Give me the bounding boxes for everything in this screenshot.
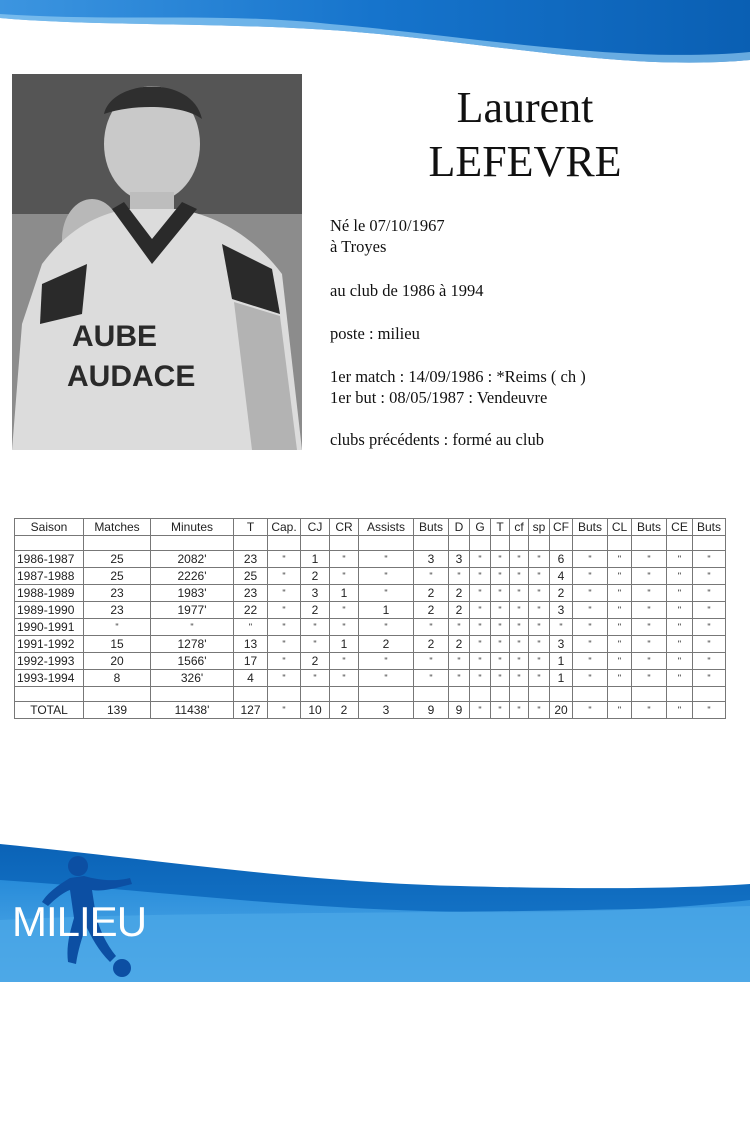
stat-cell: 2082' [151,551,234,568]
stat-cell: " [529,585,550,602]
stat-cell: 1 [330,585,359,602]
stat-cell: " [632,551,667,568]
header-cell: sp [529,519,550,536]
stat-cell: 8 [84,670,151,687]
stat-cell: " [693,702,726,719]
stat-cell: 139 [84,702,151,719]
stat-cell: " [359,585,414,602]
birth-place: à Troyes [330,237,387,256]
header-cell: CF [550,519,573,536]
stat-cell: " [529,636,550,653]
empty-cell [15,687,84,702]
stat-cell: " [529,702,550,719]
empty-cell [301,536,330,551]
stat-cell: 2 [414,636,449,653]
stat-cell: " [470,670,491,687]
stat-cell: " [301,670,330,687]
empty-cell [573,687,608,702]
stat-cell: 9 [449,702,470,719]
season-cell: 1989-1990 [15,602,84,619]
stat-cell: " [330,653,359,670]
stat-cell: " [608,670,632,687]
stat-cell: " [470,568,491,585]
stat-cell: " [573,602,608,619]
stat-cell: " [608,568,632,585]
career-stats-table [14,518,726,719]
empty-cell [470,536,491,551]
stat-cell: " [84,619,151,636]
stat-cell: 127 [234,702,268,719]
stat-cell: " [330,551,359,568]
stat-cell: 2 [449,585,470,602]
stat-cell: " [449,653,470,670]
stat-cell: 1278' [151,636,234,653]
stat-cell: 4 [550,568,573,585]
stat-cell: " [330,602,359,619]
stat-cell: " [632,619,667,636]
jersey-text-line1: AUBE [72,320,158,353]
stat-cell: 9 [414,702,449,719]
stat-cell: 6 [550,551,573,568]
stat-cell: 25 [84,568,151,585]
stat-cell: 2 [301,568,330,585]
empty-cell [414,687,449,702]
player-first-name: Laurent [456,83,594,132]
stat-cell: " [449,568,470,585]
empty-cell [84,687,151,702]
birth-date: Né le 07/10/1967 [330,216,445,235]
stat-cell: " [470,653,491,670]
stat-cell: 20 [550,702,573,719]
stat-cell: 1 [550,670,573,687]
stat-cell: 23 [234,585,268,602]
stat-cell: " [491,568,510,585]
stat-cell: " [268,602,301,619]
stat-cell: " [510,636,529,653]
stat-cell: " [268,636,301,653]
stat-cell: 4 [234,670,268,687]
jersey-text-line2: AUDACE [67,360,196,393]
stat-cell: " [693,568,726,585]
stat-cell: 17 [234,653,268,670]
stat-cell: " [667,568,693,585]
empty-cell [573,536,608,551]
stat-cell: " [632,602,667,619]
player-position: poste : milieu [330,324,420,343]
stat-cell: " [667,619,693,636]
stat-cell: " [608,636,632,653]
empty-cell [667,536,693,551]
empty-cell [529,536,550,551]
header-cell: Cap. [268,519,301,536]
stat-cell: " [330,670,359,687]
stat-cell: 3 [359,702,414,719]
header-cell: CE [667,519,693,536]
table-spacer-row [15,687,726,702]
stat-cell: " [667,602,693,619]
stat-cell: " [301,619,330,636]
player-last-name: LEFEVRE [428,137,622,186]
header-cell: CJ [301,519,330,536]
season-cell: 1987-1988 [15,568,84,585]
stat-cell: " [491,653,510,670]
stat-cell: 3 [301,585,330,602]
empty-cell [414,536,449,551]
header-cell: Assists [359,519,414,536]
stat-cell: " [268,568,301,585]
player-photo [12,74,302,450]
header-cell: Saison [15,519,84,536]
stat-cell: " [608,585,632,602]
stat-cell: " [573,619,608,636]
stat-cell: " [268,619,301,636]
season-cell: 1991-1992 [15,636,84,653]
stat-cell: " [632,653,667,670]
stat-cell: " [693,670,726,687]
previous-clubs: clubs précédents : formé au club [330,430,544,449]
stat-cell: 3 [414,551,449,568]
empty-cell [608,536,632,551]
stat-cell: " [359,568,414,585]
stat-cell: 23 [84,602,151,619]
stat-cell: 1566' [151,653,234,670]
total-label-cell: TOTAL [15,702,84,719]
header-cell: T [491,519,510,536]
stat-cell: " [573,702,608,719]
stat-cell: " [550,619,573,636]
stat-cell: " [510,585,529,602]
empty-cell [632,536,667,551]
empty-cell [667,687,693,702]
stat-cell: 2 [449,602,470,619]
stat-cell: " [491,602,510,619]
header-cell: Buts [632,519,667,536]
empty-cell [84,536,151,551]
header-cell: CL [608,519,632,536]
stat-cell: " [529,602,550,619]
stat-cell: " [632,702,667,719]
empty-cell [330,687,359,702]
stat-cell: 1 [359,602,414,619]
stat-cell: " [632,568,667,585]
stat-cell: " [268,702,301,719]
empty-cell [693,536,726,551]
stat-cell: " [470,619,491,636]
stat-cell: " [573,585,608,602]
stat-cell: " [529,670,550,687]
stat-cell: " [667,551,693,568]
stat-cell: " [491,585,510,602]
stat-cell: " [573,636,608,653]
stat-cell: " [693,619,726,636]
stat-cell: " [268,585,301,602]
header-cell: Minutes [151,519,234,536]
stat-cell: " [510,568,529,585]
stat-cell: " [510,602,529,619]
stat-cell: 2 [550,585,573,602]
empty-cell [151,687,234,702]
table-row [15,551,726,568]
empty-cell [449,536,470,551]
stat-cell: " [573,670,608,687]
stat-cell: 2 [301,653,330,670]
stat-cell: " [359,619,414,636]
season-cell: 1986-1987 [15,551,84,568]
stat-cell: " [449,670,470,687]
stat-cell: 25 [234,568,268,585]
stat-cell: " [470,702,491,719]
table-row [15,653,726,670]
table-row [15,585,726,602]
header-cell: CR [330,519,359,536]
stat-cell: " [529,568,550,585]
stat-cell: 2 [359,636,414,653]
header-cell: D [449,519,470,536]
header-cell: cf [510,519,529,536]
stat-cell: 20 [84,653,151,670]
stat-cell: " [529,551,550,568]
header-cell: Buts [693,519,726,536]
stat-cell: " [268,653,301,670]
stat-cell: " [470,602,491,619]
empty-cell [359,687,414,702]
stat-cell: 22 [234,602,268,619]
stat-cell: " [268,670,301,687]
empty-cell [550,536,573,551]
stat-cell: " [573,653,608,670]
stat-cell: " [491,619,510,636]
empty-cell [632,687,667,702]
stat-cell: " [608,653,632,670]
stat-cell: " [470,551,491,568]
stat-cell: " [573,551,608,568]
stat-cell: " [510,702,529,719]
stat-cell: " [359,670,414,687]
stat-cell: " [693,636,726,653]
stats-body [15,536,726,719]
table-header-row [15,519,726,536]
table-row [15,602,726,619]
stat-cell: " [491,670,510,687]
stat-cell: " [491,551,510,568]
stat-cell: " [301,636,330,653]
stat-cell: " [510,653,529,670]
stat-cell: " [608,551,632,568]
stat-cell: " [632,585,667,602]
stat-cell: 11438' [151,702,234,719]
empty-cell [491,536,510,551]
header-cell: Buts [414,519,449,536]
stat-cell: " [693,551,726,568]
stat-cell: " [510,619,529,636]
stat-cell: 2 [414,602,449,619]
stat-cell: 3 [550,602,573,619]
stat-cell: 10 [301,702,330,719]
stat-cell: " [491,636,510,653]
stat-cell: 2226' [151,568,234,585]
season-cell: 1990-1991 [15,619,84,636]
stat-cell: " [667,636,693,653]
empty-cell [529,687,550,702]
table-spacer-row [15,536,726,551]
stat-cell: 2 [330,702,359,719]
stat-cell: " [414,619,449,636]
empty-cell [151,536,234,551]
stat-cell: " [510,551,529,568]
position-label: MILIEU [12,898,147,945]
stat-cell: " [234,619,268,636]
stat-cell: " [667,702,693,719]
empty-cell [15,536,84,551]
stat-cell: " [693,653,726,670]
stat-cell: 1 [330,636,359,653]
header-cell: G [470,519,491,536]
stat-cell: " [608,702,632,719]
stat-cell: 25 [84,551,151,568]
table-row [15,568,726,585]
top-wave-banner [0,0,750,75]
table-row [15,670,726,687]
stat-cell: " [510,670,529,687]
stat-cell: " [151,619,234,636]
stat-cell: " [414,653,449,670]
stat-cell: " [491,702,510,719]
empty-cell [608,687,632,702]
empty-cell [330,536,359,551]
stat-cell: " [470,585,491,602]
stat-cell: " [632,636,667,653]
club-period: au club de 1986 à 1994 [330,281,484,300]
stat-cell: 23 [84,585,151,602]
stat-cell: " [667,670,693,687]
first-match: 1er match : 14/09/1986 : *Reims ( ch ) [330,367,586,386]
empty-cell [268,536,301,551]
stat-cell: " [414,568,449,585]
empty-cell [510,687,529,702]
empty-cell [470,687,491,702]
season-cell: 1993-1994 [15,670,84,687]
stat-cell: " [529,619,550,636]
season-cell: 1988-1989 [15,585,84,602]
empty-cell [693,687,726,702]
first-goal: 1er but : 08/05/1987 : Vendeuvre [330,388,548,407]
header-cell: Matches [84,519,151,536]
stat-cell: 2 [449,636,470,653]
stat-cell: " [330,619,359,636]
stat-cell: 2 [301,602,330,619]
empty-cell [301,687,330,702]
stat-cell: 2 [414,585,449,602]
stat-cell: " [632,670,667,687]
stat-cell: " [667,585,693,602]
stat-cell: " [414,670,449,687]
total-row [15,702,726,719]
stat-cell: 1983' [151,585,234,602]
stat-cell: " [573,568,608,585]
stat-cell: 1 [550,653,573,670]
stat-cell: " [667,653,693,670]
empty-cell [234,536,268,551]
empty-cell [359,536,414,551]
stat-cell: 23 [234,551,268,568]
empty-cell [449,687,470,702]
stat-cell: 13 [234,636,268,653]
stat-cell: " [449,619,470,636]
empty-cell [234,687,268,702]
stat-cell: " [330,568,359,585]
header-cell: T [234,519,268,536]
stat-cell: " [693,602,726,619]
table-row [15,619,726,636]
stat-cell: " [470,636,491,653]
stat-cell: 15 [84,636,151,653]
stat-cell: " [359,551,414,568]
stat-cell: 3 [550,636,573,653]
stat-cell: " [359,653,414,670]
table-row [15,636,726,653]
stat-cell: 326' [151,670,234,687]
season-cell: 1992-1993 [15,653,84,670]
stat-cell: " [529,653,550,670]
stat-cell: " [608,602,632,619]
empty-cell [268,687,301,702]
stat-cell: 3 [449,551,470,568]
empty-cell [510,536,529,551]
stat-cell: 1977' [151,602,234,619]
stat-cell: 1 [301,551,330,568]
stat-cell: " [608,619,632,636]
empty-cell [491,687,510,702]
stat-cell: " [693,585,726,602]
stat-cell: " [268,551,301,568]
header-cell: Buts [573,519,608,536]
empty-cell [550,687,573,702]
